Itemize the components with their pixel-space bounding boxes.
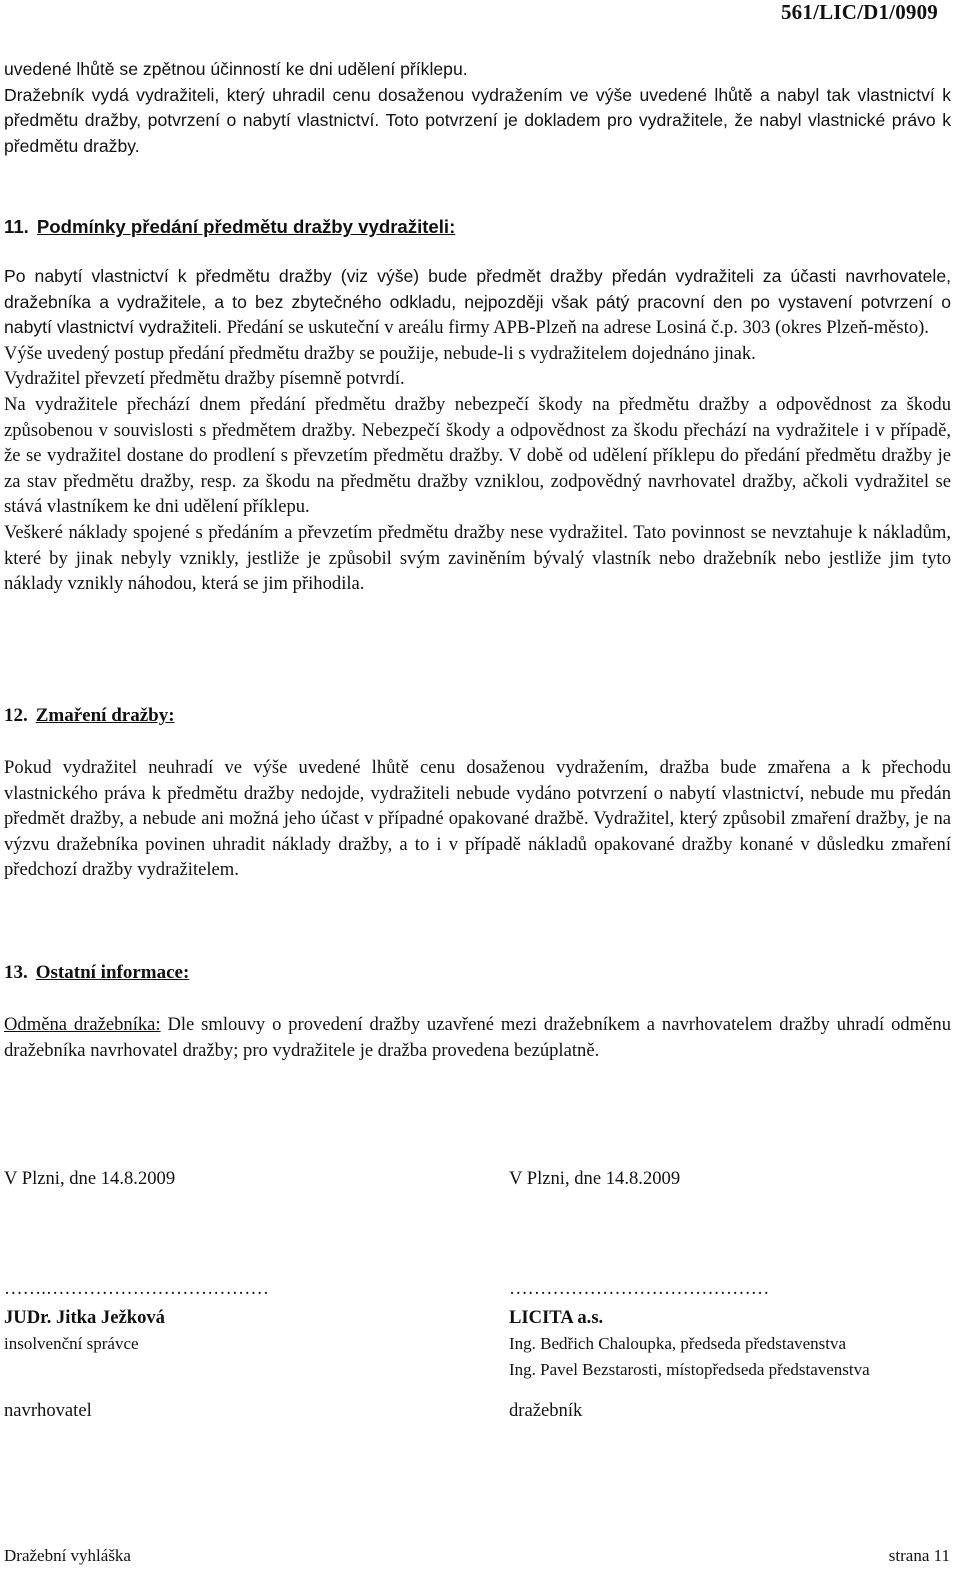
signature-left-name: JUDr. Jitka Ježková	[4, 1307, 165, 1328]
section-11-p1b: Předání se uskuteční v areálu firmy APB-Plzeň na adrese Losiná č.p. 303 (okres Plzeň-město).	[226, 317, 929, 339]
signature-left-line: …….………………………………	[4, 1278, 269, 1299]
intro-line: uvedené lhůtě se zpětnou účinností ke dni udělení příklepu.	[4, 59, 468, 79]
section-13-body	[4, 1012, 951, 1063]
section-13-number: 13.	[4, 962, 28, 983]
section-11-p2: Výše uvedený postup předání předmětu dražby se použije, nebude-li s vydražitelem dojednáno jinak.	[4, 342, 756, 364]
section-13-heading	[4, 962, 189, 984]
section-12-heading	[4, 705, 175, 727]
footer-document-name: Dražební vyhláška	[4, 1546, 131, 1565]
signature-right-name: LICITA a.s.	[509, 1307, 604, 1328]
signature-left-party: navrhovatel	[4, 1400, 92, 1421]
footer-page-number: strana 11	[888, 1546, 950, 1565]
intro-block	[4, 57, 951, 159]
section-11-p4: Na vydražitele přechází dnem předání předmětu dražby nebezpečí škody na předmětu dražby a odpovědnost za škodu způsobenou v souvislosti s předmětem dražby. Nebezpečí škody a odpovědnost za škodu přechází na vydražitele i v případě, že se vydražitel dostane do prodlení s převzetím předmětu dražby. V době od udělení příklepu do předání předmětu dražby je za stav předmětu dražby, resp. za škodu na předmětu dražby vzniklou, zodpovědný navrhovatel dražby, ačkoli vydražitel se stává vlastníkem ke dni udělení příklepu.	[4, 393, 951, 518]
section-11-title: Podmínky předání předmětu dražby vydražiteli:	[36, 216, 456, 237]
section-11-p1: Po nabytí vlastnictví k předmětu dražby (viz výše) bude předmět dražby předán vydražiteli za účasti navrhovatele, dražebníka a vydražitele, a to bez zbytečného odkladu, nejpozději však pátý pracovní den po vystavení potvrzení o nabytí vlastnictví vydražiteli.	[4, 266, 951, 338]
section-12-title: Zmaření dražby:	[35, 705, 175, 726]
signature-left-block	[4, 1305, 165, 1357]
section-11-paragraph	[4, 264, 951, 341]
signature-right-date: V Plzni, dne 14.8.2009	[509, 1168, 681, 1189]
section-13-title: Ostatní informace:	[35, 962, 190, 983]
section-12-p1: Pokud vydražitel neuhradí ve výše uvedené lhůtě cenu dosaženou vydražením, dražba bude zmařena a k přechodu vlastnického práva k předmětu dražby nedojde, vydražiteli nebude vydáno potvrzení o nabytí vlastnictví, nebude mu předán předmět dražby, a nebude ani možná jeho účast v případné opakované dražbě. Vydražitel, který způsobil zmaření dražby, je na výzvu dražebníka povinen uhradit náklady dražby, a to i v případě nákladů opakované dražby konané v důsledku zmaření předchozí dražby vydražitelem.	[4, 757, 951, 881]
signature-right-line: ……………………………………	[509, 1278, 770, 1299]
fee-text: Dle smlouvy o provedení dražby uzavřené mezi dražebníkem a navrhovatelem dražby uhradí odměnu dražebníka navrhovatel dražby; pro vydražitele je dražba provedena bezúplatně.	[4, 1014, 951, 1061]
section-12-body	[4, 755, 951, 883]
document-id: 561/LIC/D1/0909	[780, 0, 938, 24]
section-11-heading	[4, 216, 455, 238]
signature-right-person-1: Ing. Bedřich Chaloupka, předseda představenstva	[509, 1334, 847, 1353]
signature-left-date: V Plzni, dne 14.8.2009	[4, 1168, 176, 1189]
signature-right-block	[509, 1305, 870, 1383]
section-12-number: 12.	[4, 705, 28, 726]
section-11-p3: Vydražitel převzetí předmětu dražby písemně potvrdí.	[4, 368, 405, 390]
section-13-paragraph	[4, 1012, 951, 1063]
section-11-number: 11.	[4, 216, 29, 237]
section-11-body	[4, 264, 951, 597]
signature-left-role: insolvenční správce	[4, 1334, 139, 1353]
section-11-p5: Veškeré náklady spojené s předáním a převzetím předmětu dražby nese vydražitel. Tato povinnost se nevztahuje k nákladům, které by jinak nebyly vznikly, jestliže je způsobil svým zaviněním bývalý vlastník nebo dražebník nebo jestliže jim tyto náklady vznikly náhodou, která se jim přihodila.	[4, 521, 951, 595]
intro-paragraph: Dražebník vydá vydražiteli, který uhradil cenu dosaženou vydražením ve výše uvedené lhůtě a nabyl tak vlastnictví k předmětu dražby, potvrzení o nabytí vlastnictví. Toto potvrzení je dokladem pro vydražitele, že nabyl vlastnické právo k předmětu dražby.	[4, 84, 951, 156]
signature-right-party: dražebník	[509, 1400, 583, 1421]
fee-label: Odměna dražebníka:	[4, 1014, 161, 1035]
signature-right-person-2: Ing. Pavel Bezstarosti, místopředseda představenstva	[509, 1360, 870, 1379]
